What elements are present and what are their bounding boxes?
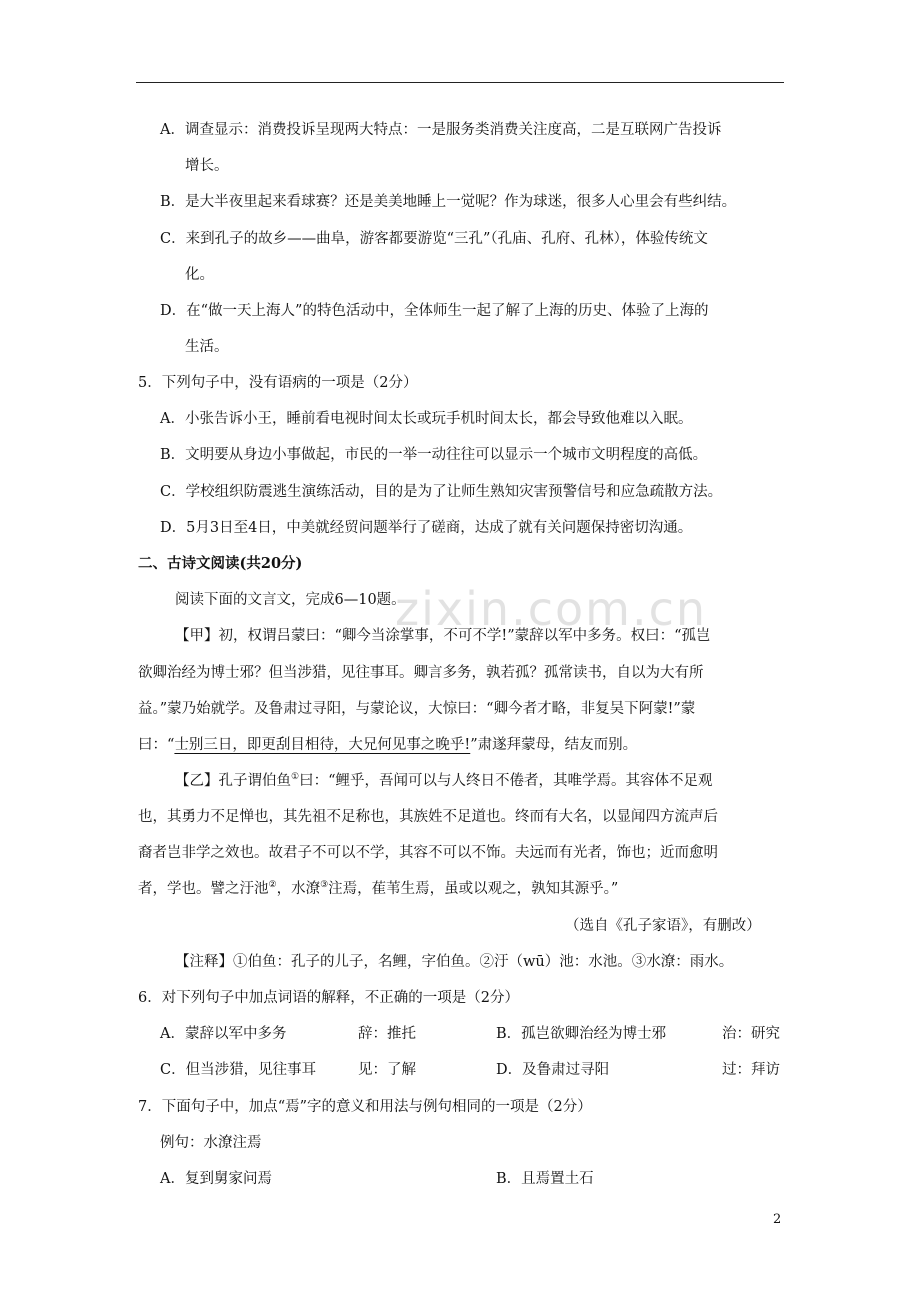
page-number: 2 (773, 1212, 782, 1227)
passage-jia-line4-start: 曰：“ (138, 737, 175, 753)
q4-option-a-line2: 增长。 (185, 158, 229, 174)
q6-option-b-text: B．孤岂欲卿治经为博士邪 (496, 1026, 667, 1042)
passage-jia-line2: 欲卿治经为博士邪？但当涉猎，见往事耳。卿言多务，孰若孤？孤常读书，自以为大有所 (138, 665, 704, 681)
q4-option-d-line2: 生活。 (185, 339, 229, 355)
q6-option-d-gloss: 过：拜访 (722, 1062, 780, 1078)
q6-option-a-text: A．蒙辞以军中多务 (160, 1026, 287, 1042)
q4-option-d-line1: D．在“做一天上海人”的特色活动中，全体师生一起了解了上海的历史、体验了上海的 (160, 303, 709, 319)
footnote-marker-1: ① (291, 772, 300, 782)
q4-option-c-line1: C．来到孔子的故乡——曲阜，游客都要游览“三孔”（孔庙、孔府、孔林），体验传统文 (160, 231, 708, 247)
q5-option-b: B．文明要从身边小事做起，市民的一举一动往往可以显示一个城市文明程度的高低。 (160, 447, 708, 463)
q5-option-a: A．小张告诉小王，睡前看电视时间太长或玩手机时间太长，都会导致他难以入眠。 (160, 411, 693, 427)
q6-option-a-gloss: 辞：推托 (358, 1026, 416, 1042)
q6-option-d-text: D．及鲁肃过寻阳 (496, 1062, 610, 1078)
header-rule (136, 82, 784, 83)
footnote-marker-2: ② (268, 880, 277, 890)
q6-stem: 6．对下列句子中加点词语的解释，不正确的一项是（2分） (138, 990, 519, 1006)
passage-yi-line1 (175, 771, 713, 793)
watermark: zixin.com.cn (395, 582, 708, 636)
section-intro: 阅读下面的文言文，完成6—10题。 (175, 592, 406, 608)
q6-option-c-text: C．但当涉猎，见往事耳 (160, 1062, 317, 1078)
q7-example: 例句：水潦注焉 (160, 1135, 262, 1151)
q4-option-b: B．是大半夜里起来看球赛？还是美美地睡上一觉呢？作为球迷，很多人心里会有些纠结。 (160, 194, 737, 210)
passage-jia-line4-end: ”肃遂拜蒙母，结友而别。 (470, 737, 638, 753)
section-heading: 二、古诗文阅读(共20分) (138, 555, 303, 572)
annotations: 【注释】①伯鱼：孔子的儿子，名鲤，字伯鱼。②汙（wū）池：水池。③水潦：雨水。 (175, 954, 734, 970)
passage-yi-line1-end: 曰：“鲤乎，吾闻可以与人终日不倦者，其唯学焉。其容体不足观 (299, 773, 713, 789)
underlined-sentence: 士别三日，即更刮目相待，大兄何见事之晚乎! (174, 737, 471, 753)
q5-stem: 5．下列句子中，没有语病的一项是（2分） (138, 375, 418, 391)
passage-yi-line1-start: 【乙】孔子谓伯鱼 (175, 773, 291, 789)
q5-option-d: D．5月3日至4日，中美就经贸问题举行了磋商，达成了就有关问题保持密切沟通。 (160, 520, 693, 536)
passage-yi-line4 (138, 879, 618, 901)
footnote-marker-3: ③ (320, 880, 329, 890)
q6-option-c-gloss: 见：了解 (358, 1062, 416, 1078)
passage-yi-line4-a: 者，学也。譬之汙池 (138, 881, 269, 897)
passage-yi-line4-c: 注焉，萑苇生焉，虽或以观之，孰知其源乎。” (328, 881, 619, 897)
q6-option-b-gloss: 治：研究 (722, 1026, 780, 1042)
q7-option-a: A．复到舅家问焉 (160, 1171, 272, 1187)
passage-jia-line4 (138, 735, 637, 755)
q7-stem: 7．下面句子中，加点“焉”字的意义和用法与例句相同的一项是（2分） (138, 1099, 592, 1115)
passage-yi-line4-b: ，水潦 (276, 881, 321, 897)
passage-yi-line2: 也，其勇力不足惮也，其先祖不足称也，其族姓不足道也。终而有大名，以显闻四方流声后 (138, 809, 718, 825)
q7-option-b: B．且焉置土石 (496, 1171, 594, 1187)
q4-option-a-line1: A．调查显示：消费投诉呈现两大特点：一是服务类消费关注度高，二是互联网广告投诉 (160, 122, 722, 138)
passage-source: （选自《孔子家语》，有删改） (565, 918, 761, 934)
q5-option-c: C．学校组织防震逃生演练活动，目的是为了让师生熟知灾害预警信号和应急疏散方法。 (160, 484, 723, 500)
q4-option-c-line2: 化。 (185, 267, 214, 283)
passage-jia-line3: 益。”蒙乃始就学。及鲁肃过寻阳，与蒙论议，大惊曰：“卿今者才略，非复吴下阿蒙!”蒙 (138, 701, 696, 717)
passage-yi-line3: 裔者岂非学之效也。故君子不可以不学，其容不可以不饰。夫远而有光者，饰也；近而愈明 (138, 845, 718, 861)
passage-jia-line1: 【甲】初，权谓吕蒙曰：“卿今当涂掌事，不可不学!”蒙辞以军中多务。权曰：“孤岂 (175, 628, 711, 644)
